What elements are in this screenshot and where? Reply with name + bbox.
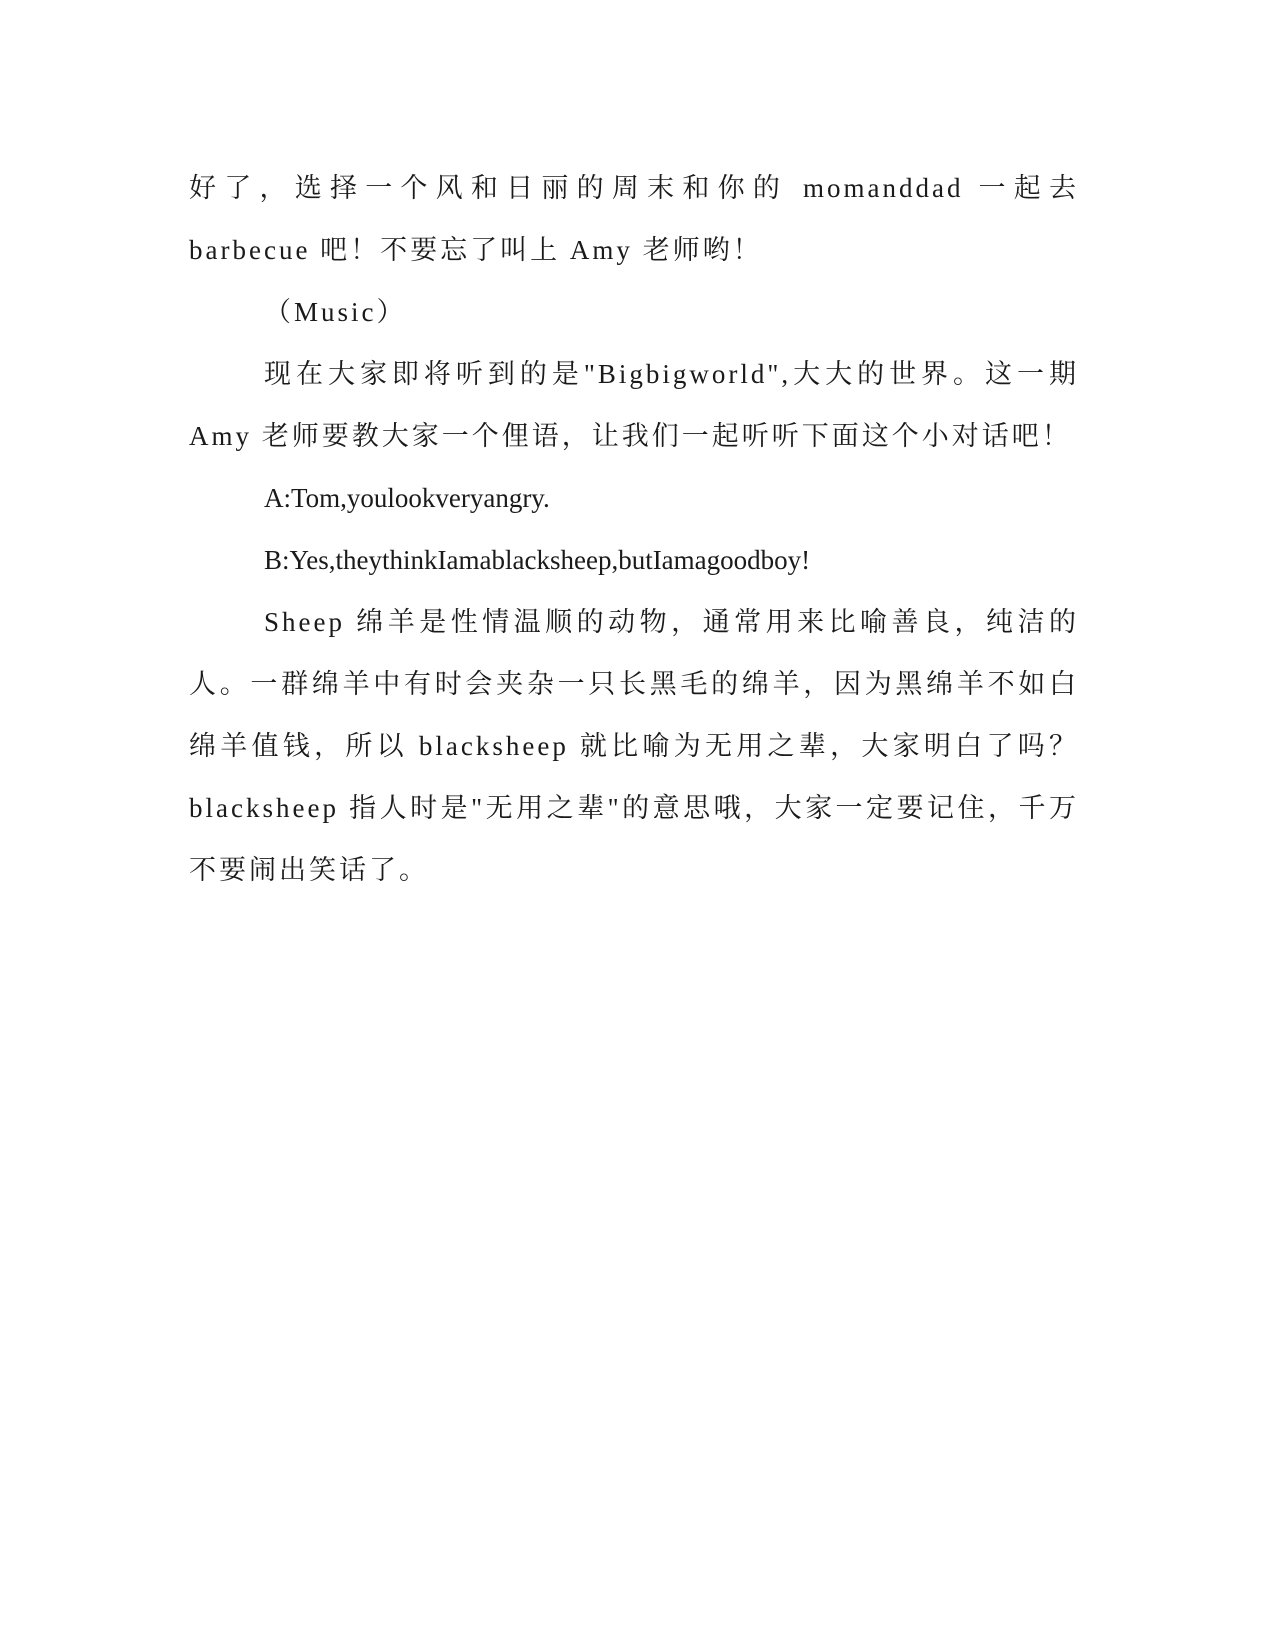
paragraph-barbecue: 好了，选择一个风和日丽的周末和你的 momanddad 一起去 barbecue 吧！不要忘了叫上 Amy 老师哟！ xyxy=(189,173,1079,265)
paragraph-blacksheep-explanation: Sheep 绵羊是性情温顺的动物，通常用来比喻善良，纯洁的人。一群绵羊中有时会夹杂一只长黑毛的绵羊，因为黑绵羊不如白绵羊值钱，所以 blacksheep 就比喻为无用之辈，大家明白了吗？blacksheep 指人时是"无用之辈"的意思哦，大家一定要记住，千万不要闹出笑话了。 xyxy=(189,607,1079,885)
document-body xyxy=(189,157,1079,901)
paragraph-bigbigworld: 现在大家即将听到的是"Bigbigworld",大大的世界。这一期 Amy 老师要教大家一个俚语，让我们一起听听下面这个小对话吧！ xyxy=(189,359,1079,451)
dialogue-line-b: B:Yes,theythinkIamablacksheep,butIamagoodboy! xyxy=(264,545,811,575)
paragraph-music: （Music） xyxy=(264,297,407,327)
dialogue-line-a: A:Tom,youlookveryangry. xyxy=(264,483,550,513)
